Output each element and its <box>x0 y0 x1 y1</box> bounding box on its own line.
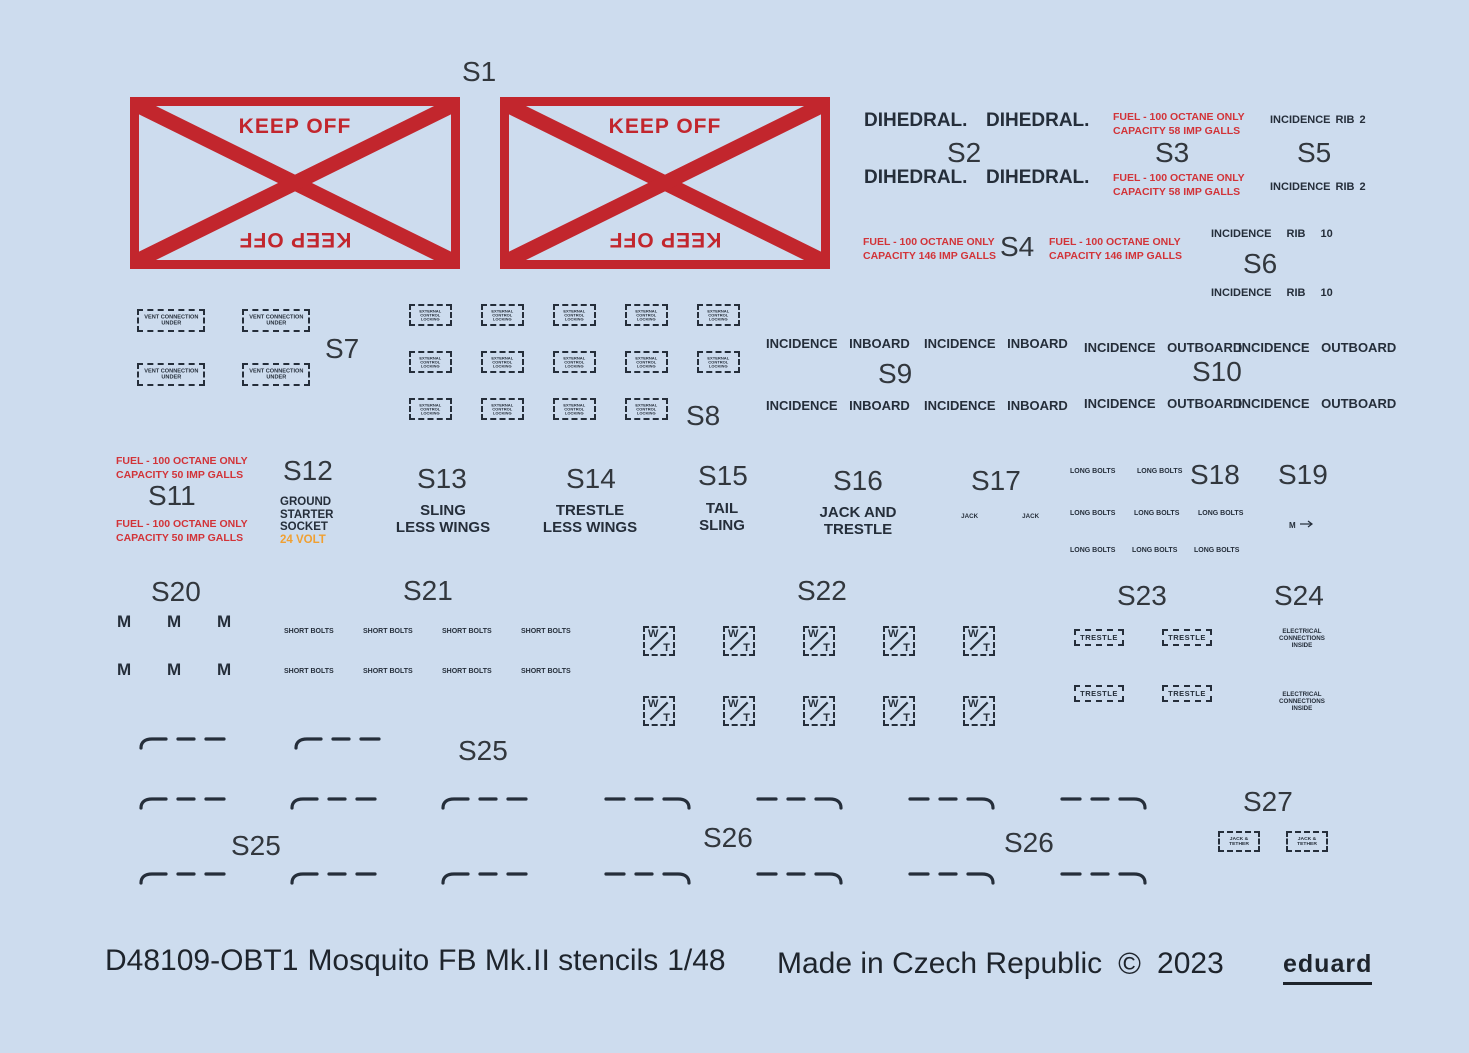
label-s7: S7 <box>325 333 360 364</box>
external-locking-text <box>708 309 730 321</box>
vent-text <box>144 315 198 327</box>
short-bolts-stencil: SHORT BOLTS <box>442 628 492 635</box>
m-stencil: M <box>167 660 182 679</box>
jack-line1: JACK AND <box>819 504 897 521</box>
m-stencil: M <box>117 612 132 631</box>
ext-line3: LOCKING <box>421 316 440 322</box>
ext-line1: EXTERNAL <box>707 308 730 313</box>
label-s27: S27 <box>1243 786 1293 817</box>
wt-t-letter: T <box>663 642 670 654</box>
jack-line2: TRESTLE <box>823 520 893 538</box>
wt-w-letter: W <box>888 698 899 710</box>
label-s12: S12 <box>283 455 333 486</box>
wt-t-letter: T <box>903 642 910 654</box>
vent-line2: UNDER <box>161 373 181 381</box>
external-locking-decal <box>409 304 452 326</box>
walkway-dash-left-icon <box>286 867 381 887</box>
vent-connection-decal <box>137 363 205 386</box>
walkway-dash-right-icon <box>752 867 847 887</box>
ext-line2: CONTROL <box>420 312 441 318</box>
fuel-146-stencil <box>863 236 997 263</box>
walkway-dash-right-icon <box>904 792 999 812</box>
gs-volt: 24 VOLT <box>280 533 326 546</box>
fuel-line2: CAPACITY 146 IMP GALLS <box>863 249 997 262</box>
incidence-rib2-stencil: INCIDENCE RIB 2 <box>1270 181 1366 193</box>
arrow-right-icon <box>1299 520 1315 530</box>
vent-line2: UNDER <box>266 319 286 327</box>
external-locking-decal <box>697 304 740 326</box>
external-locking-text <box>564 356 586 368</box>
keep-off-text-bottom: KEEP OFF <box>238 228 352 251</box>
incidence-rib10-stencil: INCIDENCE RIB 10 <box>1211 287 1333 299</box>
jack-tether-text <box>1297 836 1317 846</box>
wt-w-letter: W <box>728 698 739 710</box>
external-locking-text <box>492 356 514 368</box>
ext-line1: EXTERNAL <box>491 308 514 313</box>
wt-decal <box>723 696 755 726</box>
jack-tether-text <box>1229 836 1249 846</box>
m-arrow-stencil <box>1289 520 1315 530</box>
label-s13: S13 <box>417 463 467 494</box>
wt-w-letter: W <box>808 698 819 710</box>
wt-t-letter: T <box>823 642 830 654</box>
label-s23: S23 <box>1117 580 1167 611</box>
wt-decal <box>883 696 915 726</box>
external-locking-text <box>420 403 442 415</box>
m-stencil: M <box>117 660 132 679</box>
vent-connection-decal <box>137 309 205 332</box>
label-s11: S11 <box>148 480 196 511</box>
long-bolts-stencil: LONG BOLTS <box>1134 510 1180 517</box>
incidence-inboard-stencil: INCIDENCE INBOARD <box>924 336 1068 351</box>
vent-text <box>249 369 303 381</box>
fuel-58-stencil <box>1113 111 1245 138</box>
short-bolts-stencil: SHORT BOLTS <box>363 668 413 675</box>
subject-name: Mosquito <box>307 944 430 977</box>
external-locking-decal <box>625 304 668 326</box>
walkway-dash-right-icon <box>904 867 999 887</box>
ext-line2: CONTROL <box>636 406 657 412</box>
vent-line1: VENT CONNECTION <box>248 314 304 321</box>
external-locking-decal <box>625 398 668 420</box>
eduard-logo: eduard <box>1283 950 1372 985</box>
elec-line1: ELECTRICAL <box>1282 628 1322 636</box>
label-s25: S25 <box>458 735 508 766</box>
incidence-inboard-stencil: INCIDENCE INBOARD <box>766 398 910 413</box>
dihedral-stencil: DIHEDRAL. <box>986 167 1090 188</box>
ext-line2: CONTROL <box>636 359 657 365</box>
long-bolts-row1 <box>1070 468 1183 475</box>
vent-line1: VENT CONNECTION <box>143 368 199 375</box>
keep-off-text-top: KEEP OFF <box>608 115 722 138</box>
external-locking-text <box>708 356 730 368</box>
ext-line3: LOCKING <box>709 316 728 322</box>
ext-line1: EXTERNAL <box>563 308 586 313</box>
elec-line2: CONNECTIONS <box>1279 698 1325 705</box>
external-locking-decal <box>481 304 524 326</box>
electrical-text <box>1279 628 1325 648</box>
s26-row2 <box>600 867 1151 887</box>
fuel-line2: CAPACITY 58 IMP GALLS <box>1113 124 1241 137</box>
vent-line1: VENT CONNECTION <box>248 368 304 375</box>
long-bolts-stencil: LONG BOLTS <box>1070 468 1116 475</box>
wt-w-letter: W <box>968 628 979 640</box>
scale: 1/48 <box>667 944 726 977</box>
sheet-title <box>105 944 726 978</box>
label-s9: S9 <box>878 358 913 389</box>
ext-line3: LOCKING <box>565 410 584 416</box>
ext-line3: LOCKING <box>565 363 584 369</box>
elec-line2: CONNECTIONS <box>1279 635 1325 642</box>
walkway-dash-left-icon <box>286 792 381 812</box>
copyright-year: 2023 <box>1157 947 1224 980</box>
external-locking-text <box>564 403 586 415</box>
fuel-line1: FUEL - 100 OCTANE ONLY <box>1049 236 1181 248</box>
vent-line2: UNDER <box>266 373 286 381</box>
trestle-box-decal: TRESTLE <box>1074 629 1124 646</box>
fuel-line1: FUEL - 100 OCTANE ONLY <box>116 518 248 531</box>
m-stencil: M <box>217 660 232 679</box>
trestle-box-decal: TRESTLE <box>1162 629 1212 646</box>
short-bolts-stencil: SHORT BOLTS <box>284 668 334 675</box>
walkway-dash-right-icon <box>600 867 695 887</box>
ext-line1: EXTERNAL <box>563 355 586 360</box>
tail-line1: TAIL <box>705 500 739 517</box>
ext-line2: CONTROL <box>564 312 585 318</box>
jack-group <box>956 511 1044 522</box>
ext-line3: LOCKING <box>493 316 512 322</box>
made-in-text: Made in Czech Republic <box>777 947 1103 980</box>
label-s17: S17 <box>971 465 1021 496</box>
ext-line3: LOCKING <box>637 316 656 322</box>
fuel-line2: CAPACITY 50 IMP GALLS <box>116 531 244 544</box>
external-locking-decal <box>625 351 668 373</box>
wt-t-letter: T <box>983 642 990 654</box>
ext-line1: EXTERNAL <box>419 402 442 407</box>
external-locking-decal <box>553 398 596 420</box>
keep-off-text-top: KEEP OFF <box>238 115 352 138</box>
label-s18: S18 <box>1190 459 1240 490</box>
wt-decal <box>723 626 755 656</box>
fuel-line1: FUEL - 100 OCTANE ONLY <box>863 236 995 248</box>
sling-line1: SLING <box>420 502 466 519</box>
fuel-line2: CAPACITY 58 IMP GALLS <box>1113 185 1241 198</box>
dihedral-stencil: DIHEDRAL. <box>864 167 968 188</box>
label-s26: S26 <box>703 822 753 853</box>
tail-line2: SLING <box>699 516 745 534</box>
jack-and-trestle-stencil <box>806 505 910 538</box>
s25-row3 <box>135 867 532 887</box>
ext-line2: CONTROL <box>708 359 729 365</box>
walkway-dash-left-icon <box>437 867 532 887</box>
jt-line1: JACK & <box>1297 835 1317 842</box>
keep-off-row <box>130 97 830 269</box>
ext-line1: EXTERNAL <box>491 402 514 407</box>
external-locking-decal <box>481 398 524 420</box>
ext-line2: CONTROL <box>564 406 585 412</box>
external-locking-text <box>492 309 514 321</box>
label-s8: S8 <box>686 400 721 431</box>
long-bolts-stencil: LONG BOLTS <box>1070 510 1116 517</box>
copyright-icon: © <box>1118 946 1142 981</box>
elec-line3: INSIDE <box>1291 704 1313 712</box>
elec-line1: ELECTRICAL <box>1282 691 1322 699</box>
jt-line1: JACK & <box>1229 835 1249 842</box>
dihedral-stencil: DIHEDRAL. <box>986 110 1090 131</box>
short-bolts-stencil: SHORT BOLTS <box>521 668 571 675</box>
wt-t-letter: T <box>743 642 750 654</box>
fuel-146-stencil <box>1049 236 1183 263</box>
wt-w-letter: W <box>728 628 739 640</box>
incidence-rib10-stencil: INCIDENCE RIB 10 <box>1211 228 1333 240</box>
incidence-outboard-stencil: INCIDENCE OUTBOARD <box>1238 396 1397 411</box>
ext-line3: LOCKING <box>709 363 728 369</box>
fuel-line1: FUEL - 100 OCTANE ONLY <box>1113 172 1245 185</box>
walkway-dash-right-icon <box>600 792 695 812</box>
keep-off-text-bottom: KEEP OFF <box>608 228 722 251</box>
ext-line2: CONTROL <box>708 312 729 318</box>
tail-sling-stencil <box>694 501 750 534</box>
made-in-line <box>777 946 1224 982</box>
wt-t-letter: T <box>903 712 910 724</box>
ext-line2: CONTROL <box>492 359 513 365</box>
fuel-50-stencil <box>116 455 248 482</box>
label-s6: S6 <box>1243 248 1278 279</box>
vent-connection-decal <box>242 309 310 332</box>
gs-line1: GROUND <box>280 496 332 508</box>
external-locking-text <box>420 356 442 368</box>
vent-text <box>144 369 198 381</box>
s25-row1 <box>135 732 385 752</box>
walkway-dash-right-icon <box>752 792 847 812</box>
wt-decal <box>803 696 835 726</box>
external-locking-decal <box>697 351 740 373</box>
variant-name: FB Mk.II stencils <box>438 944 659 977</box>
long-bolts-stencil: LONG BOLTS <box>1137 468 1183 475</box>
short-bolts-stencil: SHORT BOLTS <box>284 628 334 635</box>
electrical-stencil <box>1262 627 1342 650</box>
external-locking-text <box>492 403 514 415</box>
long-bolts-row2 <box>1070 510 1244 517</box>
external-locking-text <box>636 403 658 415</box>
external-locking-text <box>636 309 658 321</box>
dihedral-stencil: DIHEDRAL. <box>864 110 968 131</box>
fuel-line2: CAPACITY 50 IMP GALLS <box>116 468 244 481</box>
vent-line2: UNDER <box>161 319 181 327</box>
label-s14: S14 <box>566 463 616 494</box>
external-locking-text <box>420 309 442 321</box>
label-s24: S24 <box>1274 580 1324 611</box>
wt-w-letter: W <box>648 628 659 640</box>
vent-text <box>249 315 303 327</box>
walkway-dash-left-icon <box>135 792 230 812</box>
label-s16: S16 <box>833 465 883 496</box>
incidence-rib2-stencil: INCIDENCE RIB 2 <box>1270 114 1366 126</box>
external-locking-decal <box>409 398 452 420</box>
short-bolts-stencil: SHORT BOLTS <box>442 668 492 675</box>
wt-w-letter: W <box>648 698 659 710</box>
vent-group <box>137 309 313 386</box>
external-locking-decal <box>409 351 452 373</box>
ext-line2: CONTROL <box>636 312 657 318</box>
ext-line1: EXTERNAL <box>635 355 658 360</box>
walkway-dash-left-icon <box>437 792 532 812</box>
electrical-group <box>1262 627 1342 713</box>
wt-group <box>643 626 1007 726</box>
vent-connection-decal <box>242 363 310 386</box>
trestle-box-decal: TRESTLE <box>1162 685 1212 702</box>
wt-t-letter: T <box>823 712 830 724</box>
electrical-stencil <box>1262 690 1342 713</box>
short-bolts-stencil: SHORT BOLTS <box>363 628 413 635</box>
jack-stencil: JACK <box>1022 513 1040 520</box>
long-bolts-stencil: LONG BOLTS <box>1070 547 1116 554</box>
short-bolts-group <box>284 628 571 677</box>
external-locking-text <box>636 356 658 368</box>
incidence-outboard-stencil: INCIDENCE OUTBOARD <box>1238 340 1397 355</box>
jack-stencil: JACK <box>961 513 979 520</box>
fuel-50-stencil <box>116 518 248 545</box>
keep-off-decal <box>500 97 830 269</box>
incidence-inboard-stencil: INCIDENCE INBOARD <box>766 336 910 351</box>
ext-line2: CONTROL <box>420 406 441 412</box>
label-s1: S1 <box>462 56 497 87</box>
ext-line1: EXTERNAL <box>635 308 658 313</box>
label-s21: S21 <box>403 575 453 606</box>
keep-off-decal <box>130 97 460 269</box>
walkway-dash-left-icon <box>290 732 385 752</box>
m-stencil: M <box>167 612 182 631</box>
label-s15: S15 <box>698 460 748 491</box>
short-bolts-stencil: SHORT BOLTS <box>521 628 571 635</box>
electrical-text <box>1279 691 1325 711</box>
wt-decal <box>643 696 675 726</box>
label-s20: S20 <box>151 576 201 607</box>
long-bolts-row3 <box>1070 547 1240 554</box>
jack-tether-group <box>1218 831 1328 852</box>
wt-w-letter: W <box>888 628 899 640</box>
s26-row1 <box>600 792 1151 812</box>
ext-line1: EXTERNAL <box>419 308 442 313</box>
trestle-box-decal: TRESTLE <box>1074 685 1124 702</box>
ext-line1: EXTERNAL <box>419 355 442 360</box>
jt-line2: TETHER <box>1297 840 1317 847</box>
label-s5: S5 <box>1297 137 1332 168</box>
external-locking-text <box>564 309 586 321</box>
label-s19: S19 <box>1278 459 1328 490</box>
ext-line2: CONTROL <box>420 359 441 365</box>
ground-starter-stencil <box>280 496 333 547</box>
wt-decal <box>963 626 995 656</box>
external-locking-decal <box>553 304 596 326</box>
long-bolts-stencil: LONG BOLTS <box>1198 510 1244 517</box>
wt-w-letter: W <box>968 698 979 710</box>
label-s3: S3 <box>1155 137 1190 168</box>
wt-decal <box>883 626 915 656</box>
ext-line2: CONTROL <box>492 406 513 412</box>
s25-row2 <box>135 792 532 812</box>
jt-line2: TETHER <box>1229 840 1249 847</box>
long-bolts-stencil: LONG BOLTS <box>1132 547 1178 554</box>
ext-line3: LOCKING <box>493 410 512 416</box>
walkway-dash-left-icon <box>135 732 230 752</box>
sling-less-wings-stencil <box>391 503 495 536</box>
wt-t-letter: T <box>983 712 990 724</box>
trestle-line2: LESS WINGS <box>542 518 638 536</box>
gs-line2: STARTER <box>280 508 334 521</box>
wt-t-letter: T <box>663 712 670 724</box>
wt-decal <box>803 626 835 656</box>
trestle-less-wings-stencil <box>528 503 652 536</box>
m-group <box>117 612 237 678</box>
incidence-outboard-stencil: INCIDENCE OUTBOARD <box>1084 396 1243 411</box>
ext-line2: CONTROL <box>564 359 585 365</box>
ext-line1: EXTERNAL <box>563 402 586 407</box>
label-s4: S4 <box>1000 231 1035 262</box>
label-s22: S22 <box>797 575 847 606</box>
wt-decal <box>643 626 675 656</box>
ext-line3: LOCKING <box>421 363 440 369</box>
label-s2: S2 <box>947 137 982 168</box>
fuel-line1: FUEL - 100 OCTANE ONLY <box>116 455 248 467</box>
walkway-dash-right-icon <box>1056 792 1151 812</box>
sling-line2: LESS WINGS <box>395 518 491 536</box>
label-s10: S10 <box>1192 356 1242 387</box>
m-letter: M <box>1289 520 1296 530</box>
vent-line1: VENT CONNECTION <box>143 314 199 321</box>
external-locking-decal <box>553 351 596 373</box>
m-stencil: M <box>217 612 232 631</box>
ext-line3: LOCKING <box>493 363 512 369</box>
incidence-inboard-stencil: INCIDENCE INBOARD <box>924 398 1068 413</box>
elec-line3: INSIDE <box>1291 641 1313 649</box>
ext-line3: LOCKING <box>637 410 656 416</box>
jack-tether-decal <box>1218 831 1260 852</box>
ext-line1: EXTERNAL <box>707 355 730 360</box>
long-bolts-stencil: LONG BOLTS <box>1194 547 1240 554</box>
ext-line1: EXTERNAL <box>491 355 514 360</box>
walkway-dash-right-icon <box>1056 867 1151 887</box>
label-s26-second: S26 <box>1004 827 1054 858</box>
fuel-58-stencil <box>1113 172 1245 199</box>
walkway-dash-left-icon <box>135 867 230 887</box>
wt-w-letter: W <box>808 628 819 640</box>
ext-line1: EXTERNAL <box>635 402 658 407</box>
label-s25-second: S25 <box>231 830 281 861</box>
ext-line3: LOCKING <box>637 363 656 369</box>
gs-line3: SOCKET <box>280 521 328 533</box>
trestle-box-group <box>1074 629 1214 702</box>
wt-decal <box>963 696 995 726</box>
ext-line3: LOCKING <box>421 410 440 416</box>
jack-tether-decal <box>1286 831 1328 852</box>
external-locking-decal <box>481 351 524 373</box>
fuel-line1: FUEL - 100 OCTANE ONLY <box>1113 111 1245 123</box>
ext-line2: CONTROL <box>492 312 513 318</box>
catalog-number: D48109-OBT1 <box>105 944 299 977</box>
wt-t-letter: T <box>743 712 750 724</box>
trestle-line1: TRESTLE <box>555 502 625 519</box>
ext-line3: LOCKING <box>565 316 584 322</box>
fuel-line2: CAPACITY 146 IMP GALLS <box>1049 249 1183 262</box>
incidence-outboard-stencil: INCIDENCE OUTBOARD <box>1084 340 1243 355</box>
